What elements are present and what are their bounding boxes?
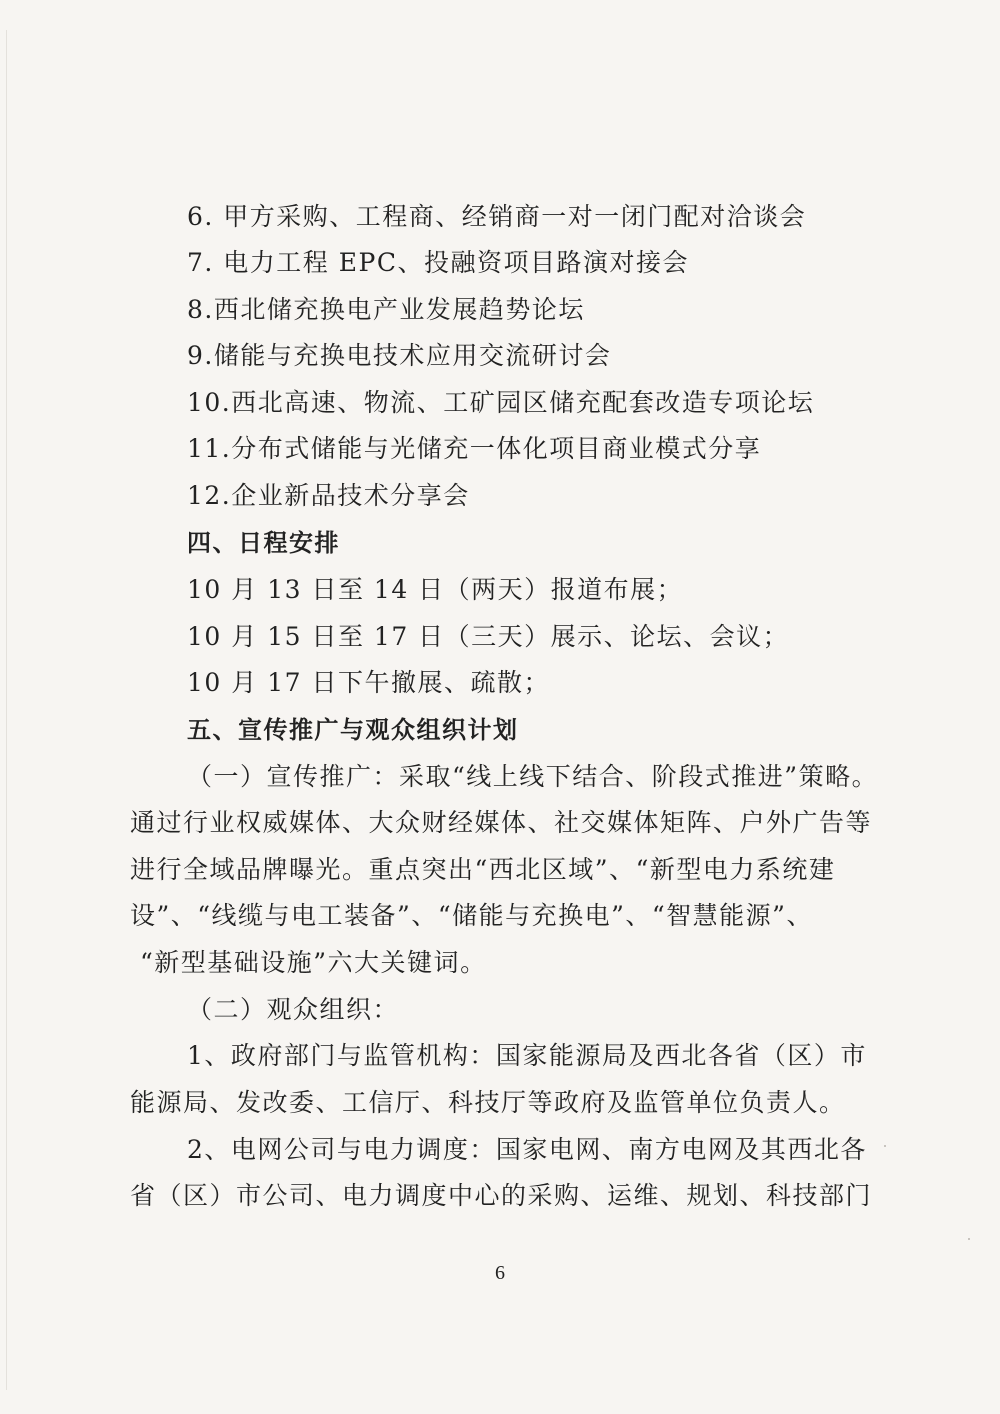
audience-item-1-line-1: 1、政府部门与监管机构：国家能源局及西北各省（区）市 [187, 1041, 867, 1070]
promotion-paragraph-line-5: “新型基础设施”六大关键词。 [140, 948, 487, 977]
audience-item-2-line-1: 2、电网公司与电力调度：国家电网、南方电网及其西北各 [187, 1135, 867, 1164]
schedule-line-1: 10 月 13 日至 14 日（两天）报道布展； [187, 575, 684, 604]
promotion-paragraph-line-4: 设”、“线缆与电工装备”、“储能与充换电”、“智慧能源”、 [130, 901, 813, 930]
audience-subheading: （二）观众组织： [187, 995, 400, 1024]
list-item-9: 9.储能与充换电技术应用交流研讨会 [187, 341, 612, 370]
list-item-6: 6. 甲方采购、工程商、经销商一对一闭门配对洽谈会 [187, 202, 807, 231]
promotion-paragraph-line-2: 通过行业权威媒体、大众财经媒体、社交媒体矩阵、户外广告等 [130, 808, 873, 837]
schedule-line-2: 10 月 15 日至 17 日（三天）展示、论坛、会议； [187, 622, 790, 651]
scan-edge-shadow [6, 30, 7, 1390]
page-number: 6 [495, 1262, 505, 1284]
promotion-paragraph-line-1: （一）宣传推广：采取“线上线下结合、阶段式推进”策略。 [187, 762, 879, 791]
list-item-11: 11.分布式储能与光储充一体化项目商业模式分享 [187, 434, 762, 463]
scan-speck [968, 1238, 970, 1240]
section-heading-promotion: 五、宣传推广与观众组织计划 [187, 716, 519, 744]
list-item-12: 12.企业新品技术分享会 [187, 481, 470, 510]
schedule-line-3: 10 月 17 日下午撤展、疏散； [187, 668, 550, 697]
section-heading-schedule: 四、日程安排 [187, 529, 340, 557]
audience-item-2-line-2: 省（区）市公司、电力调度中心的采购、运维、规划、科技部门 [130, 1181, 873, 1210]
promotion-paragraph-line-3: 进行全域品牌曝光。重点突出“西北区域”、“新型电力系统建 [130, 855, 836, 884]
list-item-7: 7. 电力工程 EPC、投融资项目路演对接会 [187, 248, 689, 277]
audience-item-1-line-2: 能源局、发改委、工信厅、科技厅等政府及监管单位负责人。 [130, 1088, 846, 1117]
list-item-10: 10.西北高速、物流、工矿园区储充配套改造专项论坛 [187, 388, 815, 417]
list-item-8: 8.西北储充换电产业发展趋势论坛 [187, 295, 585, 324]
